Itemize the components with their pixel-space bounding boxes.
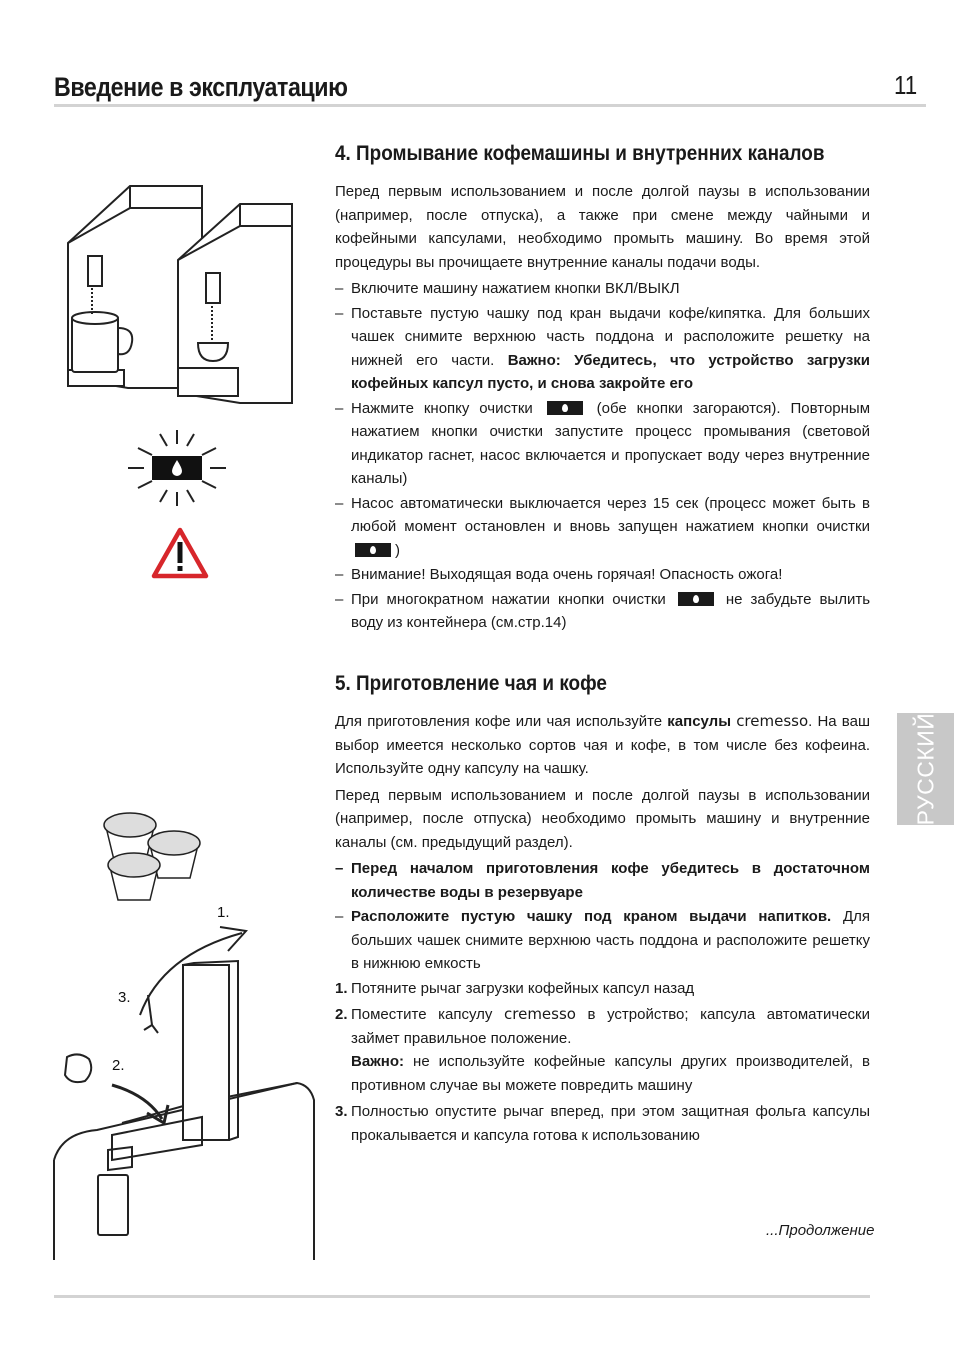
capsules-illustration — [98, 805, 208, 905]
section-4-title: 4. Промывание кофемашины и внутренних каналов — [335, 141, 825, 165]
machines-flushing-illustration — [60, 178, 300, 418]
figure-step3-label: 3. — [118, 989, 131, 1006]
warning-triangle-icon — [151, 527, 209, 579]
clean-button-icon — [355, 543, 391, 557]
figure-step2-label: 2. — [112, 1057, 125, 1074]
figure-step1-label: 1. — [217, 905, 230, 921]
section-5-title: 5. Приготовление чая и кофе — [335, 671, 607, 695]
header-divider — [54, 104, 926, 107]
important-note: Важно: Убедитесь, что устройство загрузки кофейных капсул пусто, и снова закройте его — [351, 351, 870, 392]
list-item: – Насос автоматически выключается через 15 сек (процесс может быть в любой момент остановлен и вновь запущен нажатием кнопки очистки) — [335, 492, 870, 563]
section-5-para-1: Для приготовления кофе или чая используйте капсулы cremesso. На ваш выбор имеется несколько сортов чая и кофе, в том числе без кофеина. Используйте одну капсулу на чашку. — [335, 712, 870, 777]
list-item: – Поставьте пустую чашку под кран выдачи кофе/кипятка. Для больших чашек снимите верхнюю часть поддона и расположите решетку на нижней его части. Важно: Убедитесь, что устройство загрузки кофейных капсул пусто, и снова закройте его — [335, 302, 870, 396]
footer-divider — [54, 1295, 870, 1298]
list-item: – Перед началом приготовления кофе убедитесь в достаточном количестве воды в резервуаре — [335, 857, 870, 904]
list-item: – Нажмите кнопку очистки (обе кнопки загораются). Повторным нажатием кнопки очистки запустите процесс промывания (световой индикатор гаснет, насос включается и пропускает воду через внутренние каналы) — [335, 397, 870, 491]
clean-button-icon — [678, 592, 714, 606]
brand-name: cremesso — [736, 712, 809, 730]
page-title: Введение в эксплуатацию — [54, 72, 348, 102]
section-4 — [335, 140, 870, 636]
list-item: – Расположите пустую чашку под краном выдачи напитков. Для больших чашек снимите верхнюю часть поддона и расположите решетку в нижнюю емкость — [335, 905, 870, 976]
section-5-para-2: Перед первым использованием и после долгой паузы в использовании (например, после отпуска) необходимо промыть машину и внутренние каналы (см. предыдущий раздел). — [335, 786, 870, 851]
step-item: 2. Поместите капсулу cremesso в устройство; капсула автоматически займет правильное положение. Важно: не используйте кофейные капсулы других производителей, в противном случае вы можете повредить машину — [335, 1005, 870, 1094]
page-number: 11 — [894, 70, 918, 100]
list-item: – При многократном нажатии кнопки очистки не забудьте вылить воду из контейнера (см.стр.14) — [335, 588, 870, 635]
brand-name: cremesso — [504, 1005, 576, 1023]
continued-note: ...Продолжение — [766, 1222, 875, 1239]
list-item: – Внимание! Выходящая вода очень горячая! Опасность ожога! — [335, 563, 870, 587]
step-item: 1. Потяните рычаг загрузки кофейных капсул назад — [335, 979, 695, 997]
clean-button-blinking-icon — [122, 428, 232, 510]
step-item: 3. Полностью опустите рычаг вперед, при этом защитная фольга капсулы прокалывается и капсула готова к использованию — [335, 1103, 870, 1144]
language-tab — [897, 713, 954, 825]
clean-button-icon — [547, 401, 583, 415]
language-tab-label: РУССКИЙ — [912, 712, 938, 826]
list-item: – Включите машину нажатием кнопки ВКЛ/ВЫКЛ — [335, 277, 870, 301]
section-4-intro: Перед первым использованием и после долгой паузы в использовании (например, после отпуска), а также при смене между чайными и кофейными капсулами, необходимо промыть машину. Во время этой процедуры вы прочищаете внутренние каналы подачи воды. — [335, 183, 870, 271]
capsule-loading-illustration — [52, 905, 324, 1265]
section-5 — [335, 670, 870, 1150]
